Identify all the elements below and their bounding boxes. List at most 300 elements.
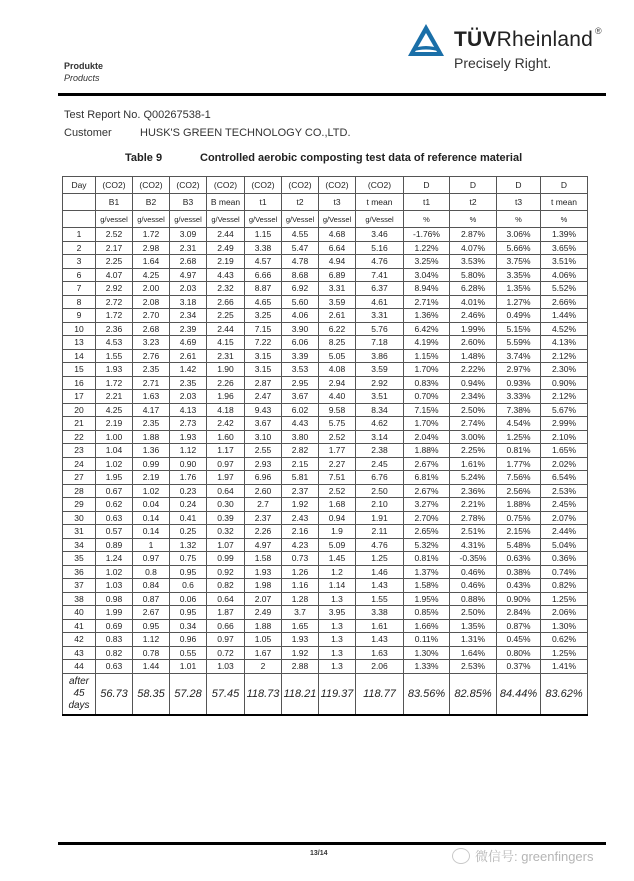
value-cell: 1.3: [319, 660, 356, 674]
value-cell: 3.25%: [404, 255, 450, 269]
value-cell: 3.86: [356, 349, 404, 363]
value-cell: g/vessel: [133, 211, 170, 228]
value-cell: 0.73: [282, 552, 319, 566]
value-cell: 8.68: [282, 268, 319, 282]
value-cell: 1.61: [356, 619, 404, 633]
value-cell: 2.15: [282, 457, 319, 471]
table-row: [63, 565, 588, 579]
value-cell: %: [450, 211, 497, 228]
value-cell: 4.68: [319, 228, 356, 242]
value-cell: 2.67%: [404, 484, 450, 498]
value-cell: 0.36%: [541, 552, 588, 566]
value-cell: 6.06: [282, 336, 319, 350]
value-cell: %: [404, 211, 450, 228]
value-cell: 0.97: [207, 457, 245, 471]
value-cell: 2.39: [170, 322, 207, 336]
value-cell: 1.2: [319, 565, 356, 579]
table-row: [63, 255, 588, 269]
value-cell: 0.97: [207, 633, 245, 647]
value-cell: 1.95%: [404, 592, 450, 606]
value-cell: 2.72: [96, 295, 133, 309]
value-cell: 119.37: [319, 673, 356, 715]
value-cell: 2.19: [133, 471, 170, 485]
value-cell: g/Vessel: [245, 211, 282, 228]
value-cell: 2.31: [207, 349, 245, 363]
value-cell: 6.22: [319, 322, 356, 336]
value-cell: 0.11%: [404, 633, 450, 647]
value-cell: 2.35: [133, 363, 170, 377]
value-cell: 4.01%: [450, 295, 497, 309]
table-row: [63, 349, 588, 363]
table-row: [63, 336, 588, 350]
value-cell: g/Vessel: [282, 211, 319, 228]
day-cell: Day: [63, 177, 96, 194]
value-cell: 0.04: [133, 498, 170, 512]
value-cell: 5.48%: [497, 538, 541, 552]
value-cell: D: [541, 177, 588, 194]
value-cell: 3.95: [319, 606, 356, 620]
value-cell: 2.37: [245, 511, 282, 525]
value-cell: 3.53%: [450, 255, 497, 269]
value-cell: 0.94: [319, 511, 356, 525]
value-cell: 0.63%: [497, 552, 541, 566]
value-cell: -0.35%: [450, 552, 497, 566]
value-cell: 83.56%: [404, 673, 450, 715]
day-cell: 43: [63, 646, 96, 660]
value-cell: 2.06: [356, 660, 404, 674]
value-cell: 1.26: [282, 565, 319, 579]
day-cell: [63, 211, 96, 228]
value-cell: 5.81: [282, 471, 319, 485]
value-cell: 0.81%: [497, 444, 541, 458]
value-cell: 0.82%: [541, 579, 588, 593]
value-cell: 1.95: [96, 471, 133, 485]
value-cell: 2.66: [207, 295, 245, 309]
table-number: Table 9: [125, 152, 163, 164]
value-cell: 7.22: [245, 336, 282, 350]
value-cell: 1.42: [170, 363, 207, 377]
value-cell: 1.60: [207, 430, 245, 444]
value-cell: 1.3: [319, 646, 356, 660]
value-cell: 0.75%: [497, 511, 541, 525]
value-cell: 2.70%: [404, 511, 450, 525]
value-cell: 0.63: [96, 511, 133, 525]
day-cell: 28: [63, 484, 96, 498]
value-cell: 0.98: [96, 592, 133, 606]
value-cell: 1.32: [170, 538, 207, 552]
value-cell: 57.28: [170, 673, 207, 715]
tuv-triangle-icon: [406, 22, 446, 58]
value-cell: 6.37: [356, 282, 404, 296]
value-cell: 1.87: [207, 606, 245, 620]
value-cell: 1.72: [96, 309, 133, 323]
day-cell: [63, 194, 96, 211]
value-cell: 1.68: [319, 498, 356, 512]
value-cell: 3.38: [356, 606, 404, 620]
value-cell: 0.90%: [541, 376, 588, 390]
value-cell: 2.25: [96, 255, 133, 269]
table-row: [63, 322, 588, 336]
day-cell: 16: [63, 376, 96, 390]
value-cell: 1.46: [356, 565, 404, 579]
day-cell: 44: [63, 660, 96, 674]
value-cell: 5.66%: [497, 241, 541, 255]
brand-name: TÜVRheinland ®: [454, 26, 602, 51]
value-cell: 2.12%: [541, 390, 588, 404]
value-cell: 1.97: [207, 471, 245, 485]
value-cell: 3.59: [319, 295, 356, 309]
day-cell: 17: [63, 390, 96, 404]
value-cell: 4.15: [207, 336, 245, 350]
day-cell: 41: [63, 619, 96, 633]
value-cell: 1.61%: [450, 457, 497, 471]
value-cell: 4.78: [282, 255, 319, 269]
value-cell: 1.55: [356, 592, 404, 606]
value-cell: 2.38: [356, 444, 404, 458]
value-cell: B1: [96, 194, 133, 211]
value-cell: 1.16: [282, 579, 319, 593]
value-cell: 1.67: [245, 646, 282, 660]
value-cell: t mean: [356, 194, 404, 211]
value-cell: D: [450, 177, 497, 194]
day-cell: 15: [63, 363, 96, 377]
value-cell: 4.07: [96, 268, 133, 282]
value-cell: 6.42%: [404, 322, 450, 336]
value-cell: 0.82: [207, 579, 245, 593]
value-cell: 2.27: [319, 457, 356, 471]
value-cell: 1.9: [319, 525, 356, 539]
value-cell: 0.97: [133, 552, 170, 566]
value-cell: 7.41: [356, 268, 404, 282]
value-cell: 2.12%: [541, 349, 588, 363]
value-cell: 6.54%: [541, 471, 588, 485]
value-cell: 2.50%: [450, 606, 497, 620]
value-cell: 0.83%: [404, 376, 450, 390]
value-cell: 0.89: [96, 538, 133, 552]
value-cell: 1.04: [96, 444, 133, 458]
value-cell: 1.33%: [404, 660, 450, 674]
header-row-measure: [63, 177, 588, 194]
value-cell: 1: [133, 538, 170, 552]
value-cell: 5.04%: [541, 538, 588, 552]
value-cell: 3.80: [282, 430, 319, 444]
table-row: [63, 606, 588, 620]
table-row: [63, 282, 588, 296]
value-cell: 0.55: [170, 646, 207, 660]
value-cell: t2: [282, 194, 319, 211]
value-cell: (CO2): [170, 177, 207, 194]
value-cell: 2.52: [319, 484, 356, 498]
value-cell: 4.43: [282, 417, 319, 431]
value-cell: 1.35%: [497, 282, 541, 296]
value-cell: 0.87: [133, 592, 170, 606]
value-cell: (CO2): [319, 177, 356, 194]
table-row: [63, 484, 588, 498]
value-cell: (CO2): [282, 177, 319, 194]
value-cell: g/Vessel: [319, 211, 356, 228]
value-cell: 1.07: [207, 538, 245, 552]
value-cell: 2.44%: [541, 525, 588, 539]
value-cell: (CO2): [356, 177, 404, 194]
value-cell: 2.17: [96, 241, 133, 255]
value-cell: 0.14: [133, 525, 170, 539]
value-cell: 1.25: [356, 552, 404, 566]
value-cell: 3.06%: [497, 228, 541, 242]
value-cell: 58.35: [133, 673, 170, 715]
value-cell: 3.67: [245, 417, 282, 431]
table-row: [63, 471, 588, 485]
value-cell: 0.23: [170, 484, 207, 498]
page-number: 13/14: [310, 850, 328, 857]
value-cell: 0.38%: [497, 565, 541, 579]
value-cell: t2: [450, 194, 497, 211]
table-row: [63, 390, 588, 404]
value-cell: 1.43: [356, 633, 404, 647]
value-cell: B2: [133, 194, 170, 211]
value-cell: 8.34: [356, 403, 404, 417]
value-cell: 1.58%: [404, 579, 450, 593]
value-cell: 0.90: [170, 457, 207, 471]
value-cell: 7.18: [356, 336, 404, 350]
value-cell: 2.35: [133, 417, 170, 431]
value-cell: 1.15: [245, 228, 282, 242]
table-row: [63, 525, 588, 539]
value-cell: 2.73: [170, 417, 207, 431]
value-cell: 1.48%: [450, 349, 497, 363]
value-cell: 1.64%: [450, 646, 497, 660]
value-cell: 2.56%: [497, 484, 541, 498]
value-cell: 0.95: [170, 606, 207, 620]
value-cell: 3.51%: [541, 255, 588, 269]
value-cell: 118.73: [245, 673, 282, 715]
table-row: [63, 498, 588, 512]
value-cell: 1.93: [96, 363, 133, 377]
value-cell: 2.15%: [497, 525, 541, 539]
day-cell: 42: [63, 633, 96, 647]
value-cell: 2.66%: [541, 295, 588, 309]
value-cell: 6.89: [319, 268, 356, 282]
value-cell: 5.32%: [404, 538, 450, 552]
value-cell: 5.16: [356, 241, 404, 255]
value-cell: 2.16: [282, 525, 319, 539]
value-cell: 4.40: [319, 390, 356, 404]
value-cell: 4.13%: [541, 336, 588, 350]
value-cell: 1.17: [207, 444, 245, 458]
value-cell: 0.46%: [450, 565, 497, 579]
value-cell: 3.18: [170, 295, 207, 309]
table-row: [63, 309, 588, 323]
value-cell: 0.83: [96, 633, 133, 647]
value-cell: 0.41: [170, 511, 207, 525]
value-cell: -1.76%: [404, 228, 450, 242]
value-cell: t3: [319, 194, 356, 211]
value-cell: 0.43%: [497, 579, 541, 593]
value-cell: 1.58: [245, 552, 282, 566]
value-cell: 1.14: [319, 579, 356, 593]
report-number: Test Report No. Q00267538-1: [64, 109, 211, 121]
day-cell: 13: [63, 336, 96, 350]
table-row: [63, 633, 588, 647]
value-cell: 0.95: [133, 619, 170, 633]
value-cell: 0.84: [133, 579, 170, 593]
value-cell: 3.53: [282, 363, 319, 377]
value-cell: 0.64: [207, 592, 245, 606]
value-cell: 3.35%: [497, 268, 541, 282]
day-cell: 2: [63, 241, 96, 255]
value-cell: 7.56%: [497, 471, 541, 485]
customer-label: Customer: [64, 127, 112, 139]
value-cell: 4.54%: [497, 417, 541, 431]
value-cell: 56.73: [96, 673, 133, 715]
value-cell: 0.62%: [541, 633, 588, 647]
value-cell: 2.74%: [450, 417, 497, 431]
value-cell: 2.08: [133, 295, 170, 309]
day-cell: 27: [63, 471, 96, 485]
value-cell: t3: [497, 194, 541, 211]
value-cell: 6.28%: [450, 282, 497, 296]
value-cell: 2.35: [170, 376, 207, 390]
value-cell: 2.68: [133, 322, 170, 336]
value-cell: 5.24%: [450, 471, 497, 485]
value-cell: 7.15: [245, 322, 282, 336]
value-cell: 4.97: [170, 268, 207, 282]
value-cell: 0.90%: [497, 592, 541, 606]
table-row: [63, 363, 588, 377]
header-divider: [58, 93, 606, 96]
value-cell: 1.64: [133, 255, 170, 269]
value-cell: 2.19: [207, 255, 245, 269]
day-cell: 29: [63, 498, 96, 512]
day-cell: 23: [63, 444, 96, 458]
value-cell: 8.25: [319, 336, 356, 350]
value-cell: 4.08: [319, 363, 356, 377]
value-cell: 3.15: [245, 349, 282, 363]
value-cell: 84.44%: [497, 673, 541, 715]
value-cell: 2: [245, 660, 282, 674]
day-cell: 40: [63, 606, 96, 620]
value-cell: 2.71%: [404, 295, 450, 309]
value-cell: 2.45: [356, 457, 404, 471]
summary-row: [63, 673, 588, 715]
value-cell: 1.93: [245, 565, 282, 579]
value-cell: 1.70%: [404, 417, 450, 431]
value-cell: 2.11: [356, 525, 404, 539]
value-cell: 2.32: [207, 282, 245, 296]
table-row: [63, 538, 588, 552]
value-cell: 2.67: [133, 606, 170, 620]
value-cell: 2.25: [207, 309, 245, 323]
value-cell: 0.37%: [497, 660, 541, 674]
value-cell: 1.70%: [404, 363, 450, 377]
value-cell: 1.55: [96, 349, 133, 363]
header-row-sample: [63, 194, 588, 211]
header-row-units: [63, 211, 588, 228]
table-row: [63, 511, 588, 525]
value-cell: B3: [170, 194, 207, 211]
value-cell: 3.00%: [450, 430, 497, 444]
value-cell: 2.10: [356, 498, 404, 512]
value-cell: 1.28: [282, 592, 319, 606]
value-cell: 2.68: [170, 255, 207, 269]
value-cell: 1.30%: [404, 646, 450, 660]
value-cell: 0.70%: [404, 390, 450, 404]
section-label-en: Products: [64, 73, 100, 83]
value-cell: 2.53%: [450, 660, 497, 674]
value-cell: 0.96: [170, 633, 207, 647]
value-cell: 3.27%: [404, 498, 450, 512]
value-cell: 0.30: [207, 498, 245, 512]
brand-tagline: Precisely Right.: [454, 55, 552, 71]
value-cell: 6.81%: [404, 471, 450, 485]
value-cell: 1.45: [319, 552, 356, 566]
value-cell: 4.07%: [450, 241, 497, 255]
value-cell: 2.02%: [541, 457, 588, 471]
value-cell: 3.15: [245, 363, 282, 377]
value-cell: 2.03: [170, 282, 207, 296]
value-cell: 1.03: [207, 660, 245, 674]
value-cell: 3.31: [356, 309, 404, 323]
value-cell: 2.21: [96, 390, 133, 404]
composting-data-table: [62, 176, 588, 716]
value-cell: 2.76: [133, 349, 170, 363]
value-cell: B mean: [207, 194, 245, 211]
value-cell: 2.42: [207, 417, 245, 431]
table-row: [63, 241, 588, 255]
value-cell: 5.15%: [497, 322, 541, 336]
value-cell: 1.25%: [541, 646, 588, 660]
day-cell: 24: [63, 457, 96, 471]
value-cell: 4.31%: [450, 538, 497, 552]
value-cell: 1.41%: [541, 660, 588, 674]
value-cell: 1.98: [245, 579, 282, 593]
value-cell: 4.06%: [541, 268, 588, 282]
value-cell: 0.8: [133, 565, 170, 579]
value-cell: 9.43: [245, 403, 282, 417]
value-cell: 7.51: [319, 471, 356, 485]
value-cell: 0.82: [96, 646, 133, 660]
table-row: [63, 646, 588, 660]
value-cell: 5.52%: [541, 282, 588, 296]
day-cell: 7: [63, 282, 96, 296]
value-cell: 2.26: [207, 376, 245, 390]
day-cell: 37: [63, 579, 96, 593]
day-cell: 21: [63, 417, 96, 431]
value-cell: t mean: [541, 194, 588, 211]
value-cell: 2.49: [207, 241, 245, 255]
value-cell: 4.25: [133, 268, 170, 282]
value-cell: 4.61: [356, 295, 404, 309]
value-cell: 2.87: [245, 376, 282, 390]
value-cell: 4.69: [170, 336, 207, 350]
value-cell: 2.47: [245, 390, 282, 404]
value-cell: 2.31: [170, 241, 207, 255]
value-cell: 2.71: [133, 376, 170, 390]
value-cell: 6.96: [245, 471, 282, 485]
table-row: [63, 579, 588, 593]
value-cell: 1.12: [170, 444, 207, 458]
table-row: [63, 660, 588, 674]
value-cell: 2.97%: [497, 363, 541, 377]
value-cell: 2.65%: [404, 525, 450, 539]
value-cell: 0.72: [207, 646, 245, 660]
table-row: [63, 619, 588, 633]
value-cell: g/Vessel: [356, 211, 404, 228]
table-row: [63, 295, 588, 309]
value-cell: 2.93: [245, 457, 282, 471]
value-cell: 5.60: [282, 295, 319, 309]
value-cell: 3.51: [356, 390, 404, 404]
value-cell: 1.03: [96, 579, 133, 593]
